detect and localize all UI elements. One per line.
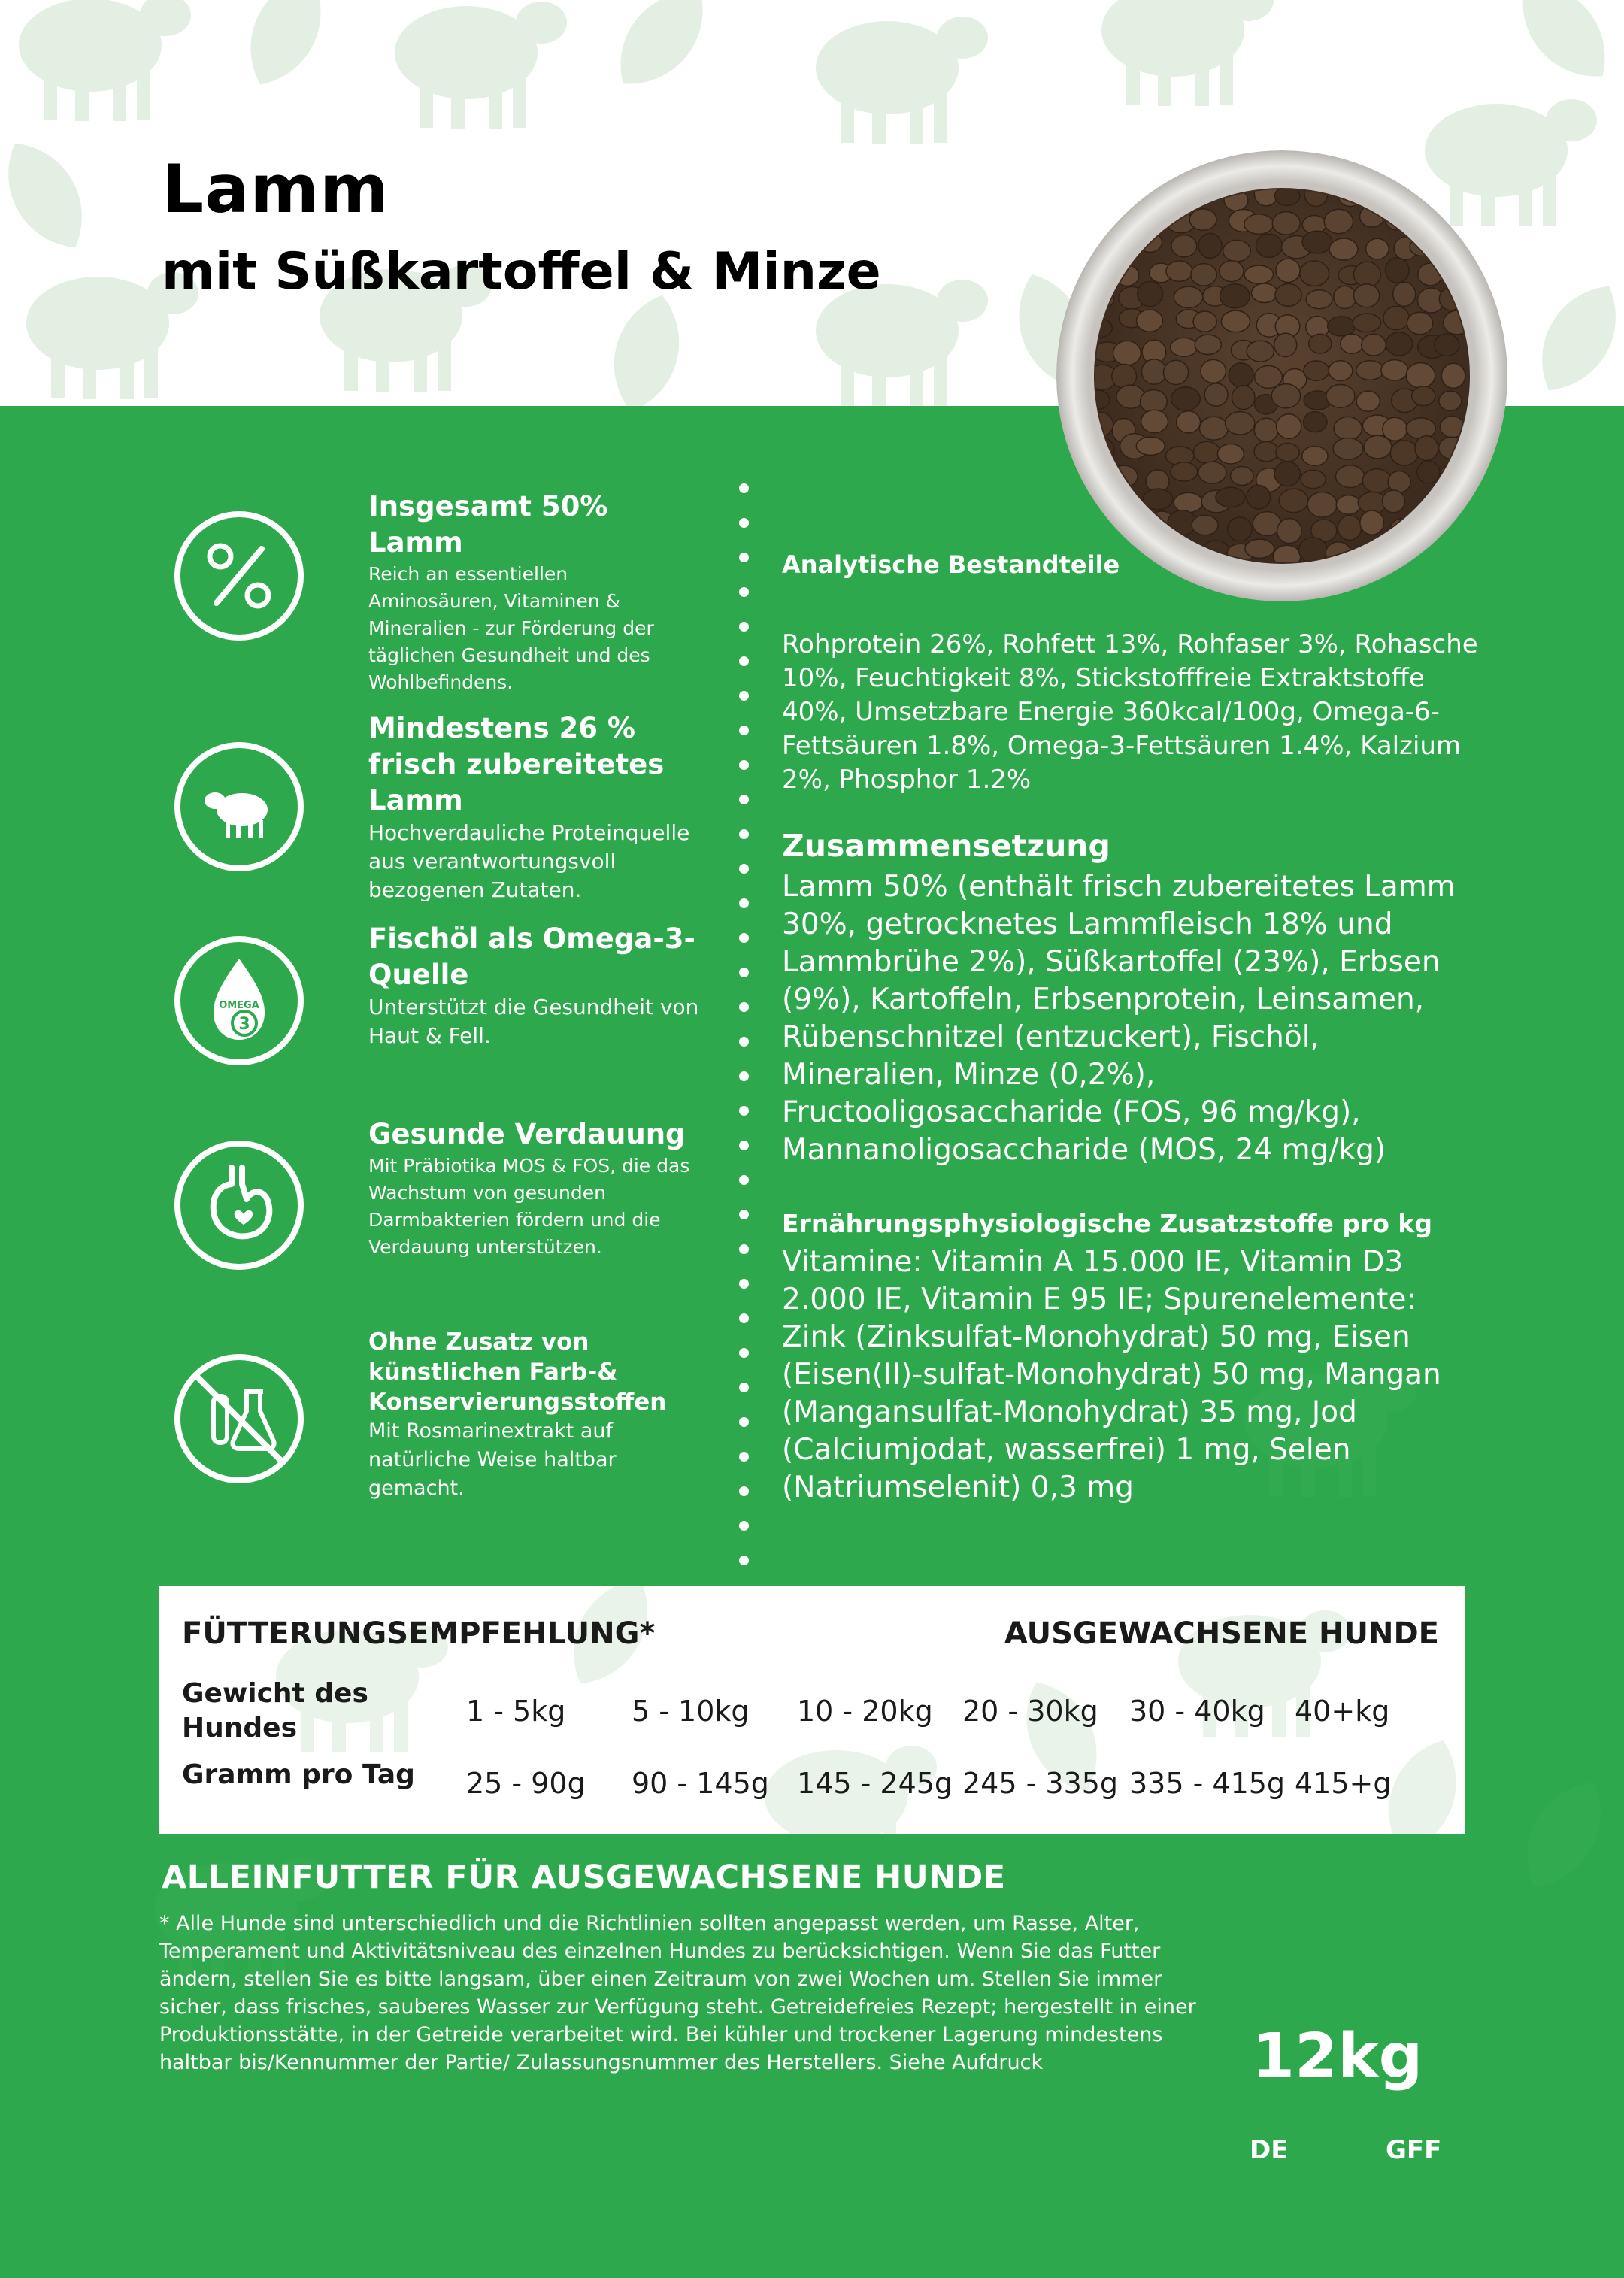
kibble-piece bbox=[1338, 516, 1361, 541]
feature-title: Insgesamt 50% Lamm bbox=[368, 490, 608, 559]
kibble-piece bbox=[1174, 286, 1203, 307]
feature-title: Mindestens 26 % frisch zubereitetes Lamm bbox=[368, 712, 665, 816]
package-weight: 12kg bbox=[1252, 2021, 1423, 2092]
kibble-piece bbox=[1275, 284, 1301, 307]
kibble-piece bbox=[1300, 261, 1329, 286]
language-code: DE bbox=[1250, 2135, 1289, 2165]
complete-food-title: ALLEINFUTTER FÜR AUSGEWACHSENE HUNDE bbox=[162, 1858, 1006, 1896]
kibble-piece bbox=[1193, 441, 1220, 463]
kibble-piece bbox=[1198, 462, 1226, 483]
kibble-piece bbox=[1393, 282, 1416, 306]
kibble-piece bbox=[1276, 444, 1299, 462]
kibble-piece bbox=[1366, 238, 1389, 259]
weight-row-label: Gewicht des Hundes bbox=[182, 1678, 368, 1743]
kibble-piece bbox=[1199, 417, 1228, 440]
kibble-piece bbox=[1221, 310, 1250, 332]
kibble-piece bbox=[1328, 317, 1356, 336]
kibble-piece bbox=[1356, 391, 1380, 411]
kibble-piece bbox=[1251, 283, 1277, 303]
grams-cell: 415+g bbox=[1295, 1767, 1392, 1800]
kibble-piece bbox=[1360, 510, 1384, 535]
footnote-text: * Alle Hunde sind unterschiedlich und die Richtlinien sollten angepasst werden, um Rasse, Alter, Temperament und Aktivitätsniveau des einzelnen Hundes zu berücksichtigen. Wenn Sie das Futter ändern, stellen Sie es bitte langsam, über einen Zeitraum von zwei Wochen um. Stellen Sie immer sicher, dass frisches, sauberes Wasser zur Verfügung steht. Getreidefreies Rezept; hergestellt in einer Produktionsstätte, in der Getreide verarbeitet wird. Bei kühler und trockener Lagerung mindestens haltbar bis/Kennummer der Partie/ Zulassungsnummer des Herstellers. Siehe Aufdruck bbox=[159, 1912, 1196, 2074]
kibble-piece bbox=[1171, 235, 1197, 256]
analysis-heading-block bbox=[782, 545, 1173, 584]
omega-label: OMEGA bbox=[219, 1000, 259, 1011]
kibble-piece bbox=[1406, 418, 1435, 439]
analysis-text: Rohprotein 26%, Rohfett 13%, Rohfaser 3%, Rohasche 10%, Feuchtigkeit 8%, Stickstofffreie Extraktstoffe 40%, Umsetzbare Energie 360kcal/100g, Omega-6-Fettsäuren 1.8%, Omega-3-Fettsäuren 1.4%, Kalzium 2%, Phosphor 1.2% bbox=[782, 629, 1478, 795]
feature-text: Unterstützt die Gesundheit von Haut & Fell. bbox=[368, 995, 699, 1048]
dotted-separator bbox=[739, 483, 750, 1590]
kibble-piece bbox=[1362, 334, 1386, 356]
kibble-piece bbox=[1216, 487, 1245, 507]
composition-block bbox=[782, 823, 1481, 1169]
feeding-recommendation-table bbox=[159, 1586, 1465, 1834]
kibble-piece bbox=[1170, 338, 1197, 356]
analysis-title: Analytische Bestandteile bbox=[782, 550, 1120, 579]
kibble-piece bbox=[1388, 471, 1410, 493]
weight-cell: 10 - 20kg bbox=[797, 1695, 933, 1728]
grams-cell: 25 - 90g bbox=[466, 1767, 586, 1800]
weight-cell: 40+kg bbox=[1295, 1695, 1390, 1728]
kibble-piece bbox=[1163, 360, 1188, 384]
kibble-piece bbox=[1166, 261, 1192, 281]
composition-title: Zusammensetzung bbox=[782, 828, 1110, 864]
kibble-piece bbox=[1230, 467, 1253, 486]
kibble-piece bbox=[1362, 469, 1391, 493]
feature-lamb-total bbox=[162, 489, 733, 699]
kibble-piece bbox=[1306, 290, 1332, 309]
kibble-piece bbox=[1353, 284, 1379, 307]
kibble-piece bbox=[1141, 359, 1166, 384]
kibble-piece bbox=[1333, 438, 1363, 459]
product-title: Lamm bbox=[162, 150, 389, 228]
kibble-piece bbox=[1254, 441, 1278, 461]
percent-icon bbox=[173, 510, 305, 642]
feature-title: Fischöl als Omega-3-Quelle bbox=[368, 922, 695, 991]
kibble-piece bbox=[1189, 209, 1216, 230]
kibble-piece bbox=[1271, 384, 1300, 408]
kibble-piece bbox=[1279, 489, 1308, 512]
kibble-piece bbox=[1415, 436, 1438, 461]
product-code: GFF bbox=[1386, 2135, 1442, 2165]
composition-text: Lamm 50% (enthält frisch zubereitetes Lamm 30%, getrocknetes Lammfleisch 18% und Lammbrühe 2%), Süßkartoffel (23%), Erbsen (9%), Kartoffeln, Erbsenprotein, Leinsamen, Rübenschnitzel (entzuckert), Fischöl, Mineralien, Minze (0,2%), Fructooligosaccharide (FOS, 96 mg/kg), Mannanoligosaccharide (MOS, 24 mg/kg) bbox=[782, 870, 1456, 1167]
kibble-piece bbox=[1277, 519, 1302, 544]
kibble-piece bbox=[1329, 238, 1358, 260]
kibble-piece bbox=[1356, 361, 1384, 380]
kibble-piece bbox=[1412, 386, 1435, 406]
kibble-piece bbox=[1439, 391, 1462, 410]
kibble-piece bbox=[1274, 333, 1297, 356]
kibble-piece bbox=[1223, 240, 1251, 262]
kibble-piece bbox=[1228, 517, 1252, 541]
grams-row-label: Gramm pro Tag bbox=[182, 1759, 415, 1790]
kibble-piece bbox=[1353, 314, 1381, 332]
stomach-icon bbox=[173, 1139, 305, 1271]
kibble-piece bbox=[1195, 335, 1221, 354]
kibble-piece bbox=[1247, 485, 1271, 509]
kibble-piece bbox=[1364, 435, 1392, 459]
kibble-piece bbox=[1201, 359, 1226, 383]
additives-text: Vitamine: Vitamin A 15.000 IE, Vitamin D3 2.000 IE, Vitamin E 95 IE; Spurenelemente: Zink (Zinksulfat-Monohydrat) 50 mg, Eisen (Eisen(II)-sulfat-Monohydrat) 50 mg, Mangan (Mangansulfat-Monohydrat) 35 mg, Jod (Calciumjodat, wasserfrei) 1 mg, Selen (Natriumselenit) 0,3 mg bbox=[782, 1245, 1441, 1504]
feature-omega3 bbox=[162, 921, 733, 1094]
kibble-piece bbox=[1192, 515, 1218, 535]
lamb-icon bbox=[173, 741, 305, 873]
feeding-target: AUSGEWACHSENE HUNDE bbox=[1004, 1616, 1439, 1651]
kibble-piece bbox=[1353, 262, 1380, 287]
weight-cell: 1 - 5kg bbox=[466, 1695, 566, 1728]
product-subtitle: mit Süßkartoffel & Minze bbox=[162, 242, 881, 301]
additives-block bbox=[782, 1204, 1481, 1507]
analysis-block bbox=[782, 628, 1481, 797]
kibble-piece bbox=[1191, 264, 1217, 286]
kibble-piece bbox=[1441, 363, 1465, 388]
kibble-piece bbox=[1232, 386, 1255, 410]
kibble-piece bbox=[1435, 334, 1459, 356]
weight-cell: 20 - 30kg bbox=[962, 1695, 1098, 1728]
kibble-piece bbox=[1113, 341, 1141, 365]
omega-number: 3 bbox=[238, 1015, 250, 1034]
weight-cell: 30 - 40kg bbox=[1129, 1695, 1265, 1728]
kibble-piece bbox=[1244, 214, 1274, 235]
additives-title: Ernährungsphysiologische Zusatzstoffe pro kg bbox=[782, 1209, 1432, 1238]
feeding-title: FÜTTERUNGSEMPFEHLUNG* bbox=[182, 1616, 656, 1651]
grams-cell: 335 - 415g bbox=[1129, 1767, 1286, 1800]
kibble-piece bbox=[1193, 311, 1216, 332]
kibble-piece bbox=[1381, 360, 1408, 380]
kibble-piece bbox=[1417, 461, 1440, 483]
grams-cell: 90 - 145g bbox=[632, 1767, 769, 1800]
kibble-piece bbox=[1304, 361, 1329, 381]
kibble-piece bbox=[1204, 383, 1228, 406]
kibble-piece bbox=[1336, 495, 1360, 514]
feature-fresh-lamb bbox=[162, 710, 733, 906]
grams-cell: 245 - 335g bbox=[962, 1767, 1119, 1800]
kibble-piece bbox=[1276, 414, 1301, 439]
kibble-piece bbox=[1141, 410, 1168, 432]
kibble-piece bbox=[1174, 492, 1202, 513]
feature-text: Reich an essentiellen Aminosäuren, Vitaminen & Mineralien - zur Förderung der täglichen Gesundheit und des Wohlbefindens. bbox=[368, 563, 654, 693]
kibble-piece bbox=[1276, 259, 1300, 282]
kibble-piece bbox=[1335, 465, 1364, 488]
kibble-piece bbox=[1171, 387, 1201, 410]
kibble-piece bbox=[1226, 412, 1255, 435]
kibble-piece bbox=[1326, 385, 1355, 408]
kibble-piece bbox=[1307, 492, 1337, 518]
kibble-piece bbox=[1309, 334, 1332, 353]
weight-cell: 5 - 10kg bbox=[632, 1695, 750, 1728]
kibble-piece bbox=[1247, 341, 1274, 362]
kibble-piece bbox=[1324, 209, 1353, 233]
kibble-piece bbox=[1382, 490, 1404, 513]
kibble-piece bbox=[1255, 365, 1283, 388]
kibble-piece bbox=[1272, 212, 1300, 235]
feature-text: Hochverdauliche Proteinquelle aus verantwortungsvoll bezogenen Zutaten. bbox=[368, 820, 690, 902]
kibble-piece bbox=[1137, 310, 1163, 332]
kibble-piece bbox=[1302, 231, 1332, 253]
grams-cell: 145 - 245g bbox=[797, 1767, 953, 1800]
kibble-piece bbox=[1217, 444, 1244, 464]
kibble-piece bbox=[1407, 312, 1432, 334]
kibble-piece bbox=[1254, 418, 1278, 442]
kibble-piece bbox=[1136, 437, 1165, 455]
kibble-piece bbox=[1304, 412, 1327, 432]
kibble-piece bbox=[1383, 306, 1410, 329]
kibble-bowl-image bbox=[1056, 150, 1507, 601]
kibble-piece bbox=[1220, 284, 1250, 308]
no-chemicals-icon bbox=[173, 1353, 305, 1485]
feature-title: Gesunde Verdauung bbox=[368, 1118, 686, 1150]
kibble-piece bbox=[1301, 470, 1326, 488]
kibble-piece bbox=[1256, 234, 1282, 257]
feature-digestion bbox=[162, 1116, 733, 1312]
kibble-piece bbox=[1302, 447, 1328, 466]
feature-text: Mit Präbiotika MOS & FOS, die das Wachstum von gesunden Darmbakterien fördern und die Verdauung unterstützen. bbox=[368, 1155, 690, 1258]
kibble-piece bbox=[1177, 411, 1201, 433]
feature-text: Mit Rosmarinextrakt auf natürliche Weise haltbar gemacht. bbox=[368, 1419, 617, 1500]
kibble-piece bbox=[1386, 258, 1410, 283]
kibble-piece bbox=[1329, 361, 1353, 381]
feature-title: Ohne Zusatz von künstlichen Farb-& Konservierungsstoffen bbox=[368, 1328, 667, 1416]
kibble-piece bbox=[1334, 417, 1362, 440]
kibble-piece bbox=[1386, 332, 1413, 356]
kibble-piece bbox=[1406, 363, 1435, 389]
kibble-piece bbox=[1341, 334, 1363, 353]
kibble-piece bbox=[1138, 281, 1163, 306]
kibble-piece bbox=[1245, 539, 1274, 558]
kibble-piece bbox=[1229, 363, 1253, 387]
kibble-piece bbox=[1274, 462, 1300, 486]
feature-no-additives bbox=[162, 1327, 733, 1522]
kibble-piece bbox=[1171, 462, 1198, 481]
kibble-piece bbox=[1244, 265, 1274, 283]
kibble-piece bbox=[1334, 286, 1356, 308]
kibble-piece bbox=[1198, 233, 1222, 258]
kibble-piece bbox=[1390, 441, 1418, 465]
omega-3-drop-icon bbox=[173, 935, 305, 1067]
kibble-piece bbox=[1220, 261, 1244, 282]
